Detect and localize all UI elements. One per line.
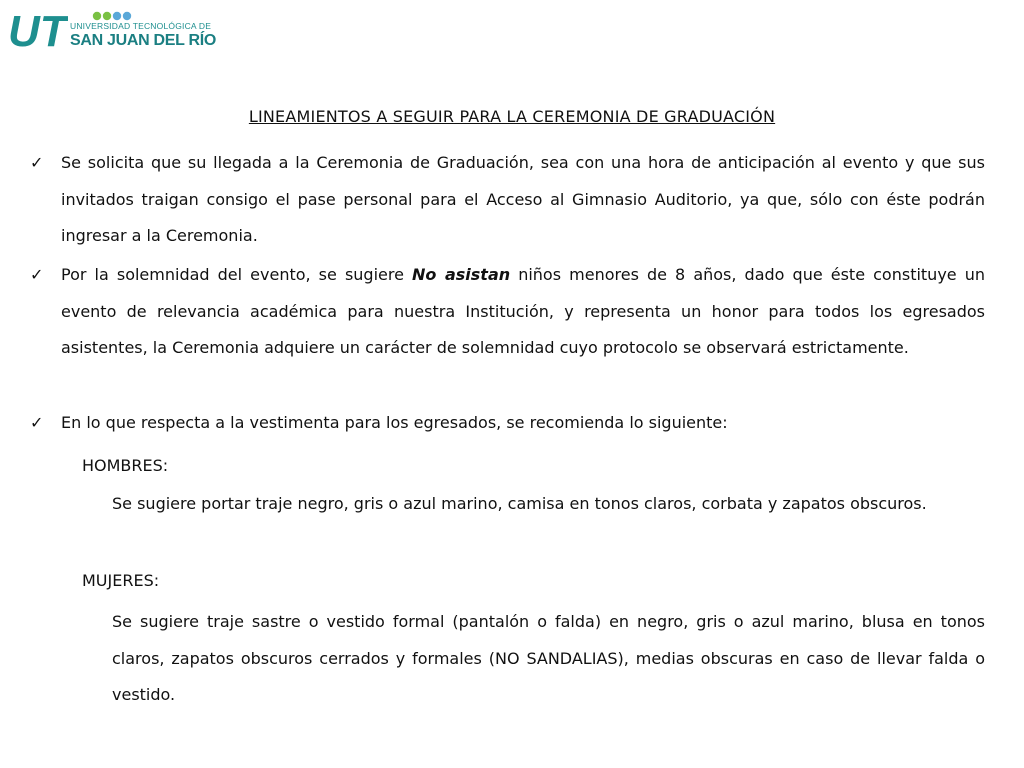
section-text-men: Se sugiere portar traje negro, gris o azul marino, camisa en tonos claros, corbata y zapatos obscuros. (112, 494, 927, 513)
logo-letters: UT (8, 7, 67, 50)
guideline-item-dress: En lo que respecta a la vestimenta para los egresados, se recomienda lo siguiente: (61, 413, 728, 432)
checkmark-icon: ✓ (30, 413, 44, 432)
guideline-emphasis: No asistan (412, 265, 511, 284)
logo-line2: SAN JUAN DEL RÍO (70, 31, 217, 49)
logo-line1: UNIVERSIDAD TECNOLÓGICA DE (70, 21, 212, 31)
guideline-text-before: Por la solemnidad del evento, se sugiere (61, 265, 413, 284)
guideline-item-arrival: Se solicita que su llegada a la Ceremonia de Graduación, sea con una hora de anticipación al evento y que sus invitados traigan consigo el pase personal para el Acceso al Gimnasio Auditorio, ya que, sólo con éste podrán ingresar a la Ceremonia. (61, 153, 985, 245)
logo-text (70, 22, 216, 49)
ut-logo-mark (8, 6, 68, 50)
section-text-women: Se sugiere traje sastre o vestido formal (pantalón o falda) en negro, gris o azul marino, blusa en tonos claros, zapatos obscuros cerrados y formales (NO SANDALIAS), medias obscuras en caso de llevar falda o vestido. (112, 612, 985, 704)
checkmark-icon: ✓ (30, 265, 44, 284)
page-title: LINEAMIENTOS A SEGUIR PARA LA CEREMONIA DE GRADUACIÓN (248, 107, 776, 126)
guideline-item-children (61, 257, 985, 367)
guideline-text-after: niños menores de 8 años, dado que éste constituye un evento de relevancia académica para nuestra Institución, y representa un honor para todos los egresados asistentes, la Ceremonia adquiere un carácter de solemnidad cuyo protocolo se observará estrictamente. (61, 265, 985, 357)
section-heading-men: HOMBRES: (82, 456, 169, 475)
section-heading-women: MUJERES: (82, 571, 160, 590)
university-logo (8, 6, 218, 54)
checkmark-icon: ✓ (30, 153, 44, 172)
